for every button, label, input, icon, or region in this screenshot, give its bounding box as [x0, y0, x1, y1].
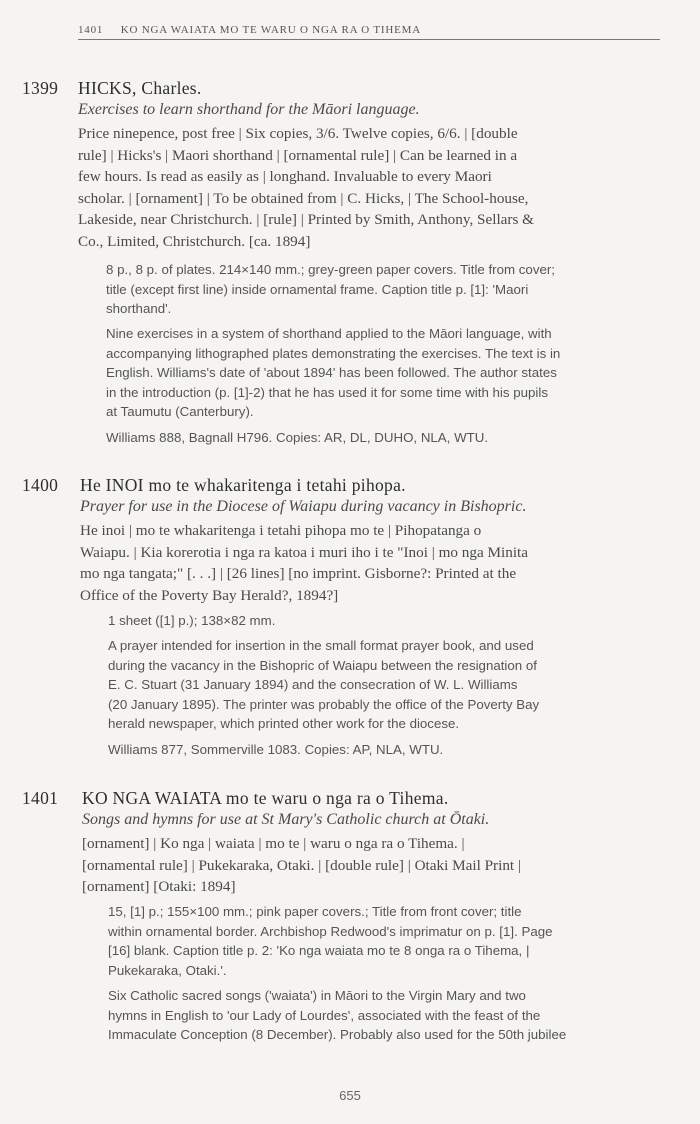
running-head-title: KO NGA WAIATA MO TE WARU O NGA RA O TIHEMA	[120, 24, 421, 36]
content-note	[106, 324, 560, 422]
entry-number: 1401	[22, 788, 59, 808]
note-line: A prayer intended for insertion in the small format prayer book, and used	[108, 638, 534, 653]
note-line: title (except first line) inside ornamental frame. Caption title p. [1]: 'Maori	[106, 281, 529, 297]
references-note	[108, 740, 443, 760]
note-line: E. C. Stuart (31 January 1894) and the consecration of W. L. Williams	[108, 677, 518, 693]
entry-heading: He INOI mo te whakaritenga i tetahi pihopa.	[80, 475, 406, 495]
note-line: Pukekaraka, Otaki.'.	[108, 962, 227, 978]
running-head-number: 1401	[78, 24, 104, 36]
transcription-line: Waiapu. | Kia korerotia i nga ra katoa i muri iho i te "Inoi | mo nga Minita	[80, 543, 529, 561]
entry-heading: KO NGA WAIATA mo te waru o nga ra o Tihema.	[82, 788, 449, 808]
transcription-line: few hours. Is read as easily as | longhand. Invaluable to every Maori	[78, 168, 492, 185]
transcription-line: Price ninepence, post free | Six copies, 3/6. Twelve copies, 6/6. | [double	[78, 125, 518, 142]
note-line: Nine exercises in a system of shorthand applied to the Māori language, with	[106, 326, 552, 341]
transcription-line: He inoi | mo te whakaritenga i tetahi pihopa mo te | Pihopatanga o	[80, 522, 482, 539]
transcription-line: mo nga tangata;" [. . .] | [26 lines] [no imprint. Gisborne?: Printed at the	[80, 565, 517, 582]
physical-description	[108, 902, 553, 980]
transcription-line: [ornament] | Ko nga | waiata | mo te | waru o nga ra o Tihema. |	[82, 835, 465, 852]
note-line: 1 sheet ([1] p.); 138×82 mm.	[108, 613, 276, 628]
note-line: within ornamental border. Archbishop Redwood's imprimatur on p. [1]. Page	[108, 923, 553, 939]
physical-description	[106, 260, 555, 319]
transcription-line: Co., Limited, Christchurch. [ca. 1894]	[78, 232, 311, 250]
entry-subtitle: Exercises to learn shorthand for the Māori language.	[78, 101, 420, 118]
content-note	[108, 986, 566, 1045]
note-line: Williams 888, Bagnall H796. Copies: AR, DL, DUHO, NLA, WTU.	[106, 430, 489, 445]
entry-transcription	[78, 123, 534, 252]
note-line: shorthand'.	[106, 301, 172, 317]
note-line: (20 January 1895). The printer was probably the office of the Poverty Bay	[108, 696, 540, 712]
note-line: in the introduction (p. [1]-2) that he has used it for some time with his pupils	[106, 384, 548, 400]
entry-transcription	[82, 833, 521, 898]
physical-description	[108, 611, 275, 631]
note-line: 8 p., 8 p. of plates. 214×140 mm.; grey-green paper covers. Title from cover;	[106, 262, 555, 277]
references-note	[106, 428, 488, 448]
note-line: at Taumutu (Canterbury).	[106, 404, 254, 420]
content-note	[108, 636, 539, 734]
note-line: herald newspaper, which printed other work for the diocese.	[108, 716, 460, 732]
transcription-line: [ornamental rule] | Pukekaraka, Otaki. | [double rule] | Otaki Mail Print |	[82, 856, 521, 874]
note-line: English. Williams's date of 'about 1894' has been followed. The author states	[106, 365, 557, 381]
entry-transcription	[80, 520, 528, 606]
running-head	[78, 24, 660, 40]
transcription-line: rule] | Hicks's | Maori shorthand | [ornamental rule] | Can be learned in a	[78, 146, 518, 164]
note-line: during the vacancy in the Bishopric of Waiapu between the resignation of	[108, 657, 537, 673]
note-line: Immaculate Conception (8 December). Probably also used for the 50th jubilee	[108, 1027, 567, 1043]
note-line: [16] blank. Caption title p. 2: 'Ko nga waiata mo te 8 onga ra o Tihema, |	[108, 943, 530, 959]
note-line: 15, [1] p.; 155×100 mm.; pink paper covers.; Title from front cover; title	[108, 904, 522, 919]
entry-number: 1399	[22, 78, 59, 98]
transcription-line: Lakeside, near Christchurch. | [rule] | Printed by Smith, Anthony, Sellars &	[78, 211, 534, 228]
page-number: 655	[339, 1088, 361, 1103]
note-line: hymns in English to 'our Lady of Lourdes', associated with the feast of the	[108, 1007, 541, 1023]
entry-heading: HICKS, Charles.	[78, 78, 202, 98]
transcription-line: scholar. | [ornament] | To be obtained from | C. Hicks, | The School-house,	[78, 189, 529, 207]
transcription-line: Office of the Poverty Bay Herald?, 1894?]	[80, 586, 339, 604]
note-line: accompanying lithographed plates demonstrating the exercises. The text is in	[106, 345, 561, 361]
entry-subtitle: Prayer for use in the Diocese of Waiapu during vacancy in Bishopric.	[80, 498, 527, 515]
entry-subtitle: Songs and hymns for use at St Mary's Catholic church at Ōtaki.	[82, 811, 490, 828]
transcription-line: [ornament] [Otaki: 1894]	[82, 878, 236, 895]
note-line: Williams 877, Sommerville 1083. Copies: AP, NLA, WTU.	[108, 742, 444, 757]
entry-number: 1400	[22, 475, 59, 495]
note-line: Six Catholic sacred songs ('waiata') in Māori to the Virgin Mary and two	[108, 988, 526, 1003]
